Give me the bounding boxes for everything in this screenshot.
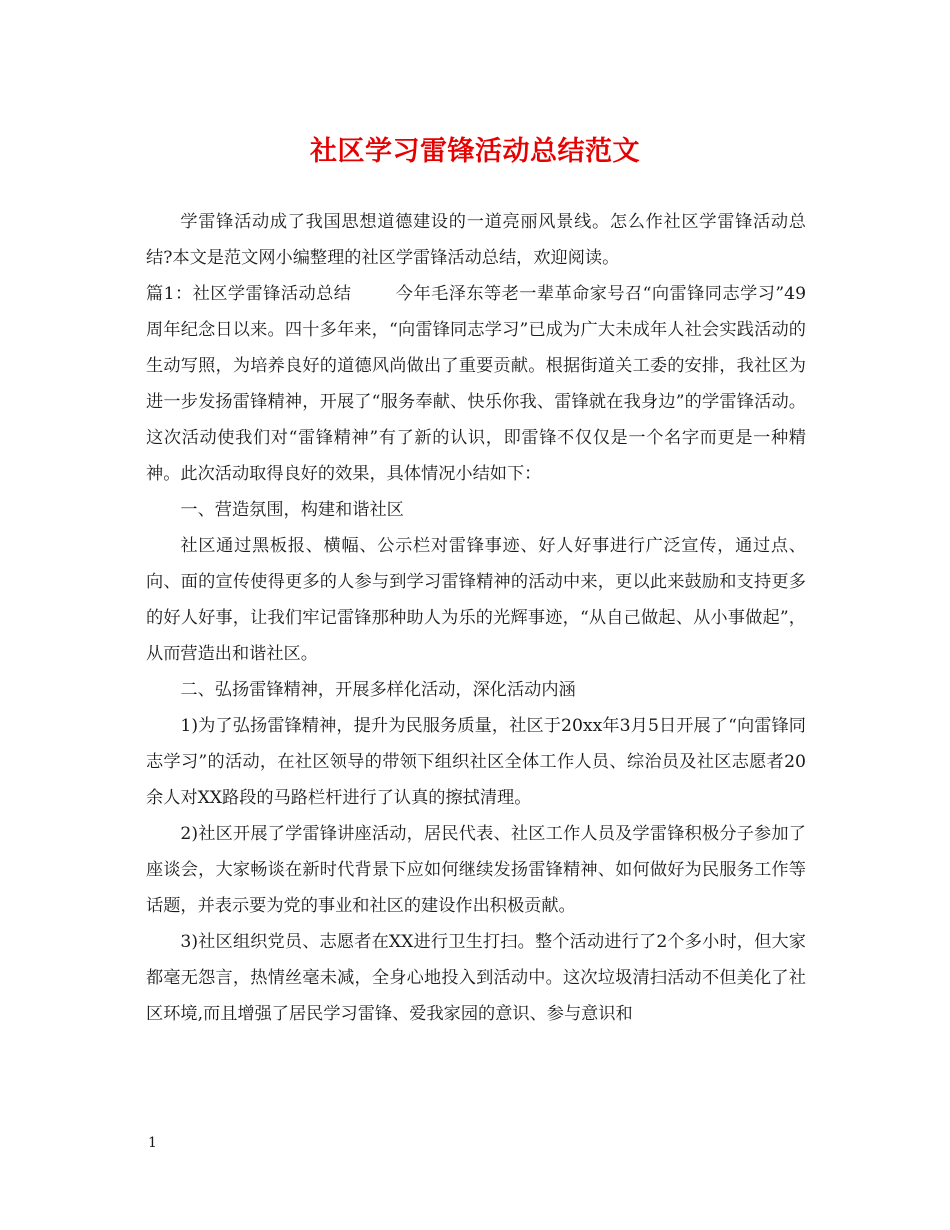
paragraph-2: 1)为了弘扬雷锋精神，提升为民服务质量，社区于20xx年3月5日开展了“向雷锋同志学习”的活动，在社区领导的带领下组织社区全体工作人员、综治员及社区志愿者20余人对XX路段的马路栏杆进行了认真的擦拭清理。	[146, 716, 806, 808]
part1-paragraph	[146, 276, 806, 492]
document-title: 社区学习雷锋活动总结范文	[310, 136, 640, 167]
paragraph-4: 3)社区组织党员、志愿者在XX进行卫生打扫。整个活动进行了2个多小时，但大家都毫无怨言，热情丝毫未减，全身心地投入到活动中。这次垃圾清扫活动不但美化了社区环境,而且增强了居民学习雷锋、爱我家园的意识、参与意识和	[146, 932, 806, 1024]
section-heading-1: 一、营造氛围，构建和谐社区	[180, 500, 404, 520]
page-number: 1	[148, 1135, 157, 1151]
paragraph-1: 社区通过黑板报、横幅、公示栏对雷锋事迹、好人好事进行广泛宣传，通过点、向、面的宣传使得更多的人参与到学习雷锋精神的活动中来，更以此来鼓励和支持更多的好人好事，让我们牢记雷锋那种助人为乐的光辉事迹，“从自己做起、从小事做起”，从而营造出和谐社区。	[146, 536, 806, 664]
part1-label: 篇1：社区学雷锋活动总结	[146, 284, 352, 304]
section-heading-2: 二、弘扬雷锋精神，开展多样化活动，深化活动内涵	[180, 680, 576, 700]
paragraph-3: 2)社区开展了学雷锋讲座活动，居民代表、社区工作人员及学雷锋积极分子参加了座谈会，大家畅谈在新时代背景下应如何继续发扬雷锋精神、如何做好为民服务工作等话题，并表示要为党的事业和社区的建设作出积极贡献。	[146, 824, 806, 916]
intro-paragraph: 学雷锋活动成了我国思想道德建设的一道亮丽风景线。怎么作社区学雷锋活动总结?本文是范文网小编整理的社区学雷锋活动总结，欢迎阅读。	[146, 212, 806, 268]
document-body	[146, 204, 806, 1032]
part1-text: 今年毛泽东等老一辈革命家号召“向雷锋同志学习”49周年纪念日以来。四十多年来，“向雷锋同志学习”已成为广大未成年人社会实践活动的生动写照，为培养良好的道德风尚做出了重要贡献。根据街道关工委的安排，我社区为进一步发扬雷锋精神，开展了“服务奉献、快乐你我、雷锋就在我身边”的学雷锋活动。这次活动使我们对“雷锋精神”有了新的认识，即雷锋不仅仅是一个名字而更是一种精神。此次活动取得良好的效果，具体情况小结如下：	[146, 284, 807, 484]
